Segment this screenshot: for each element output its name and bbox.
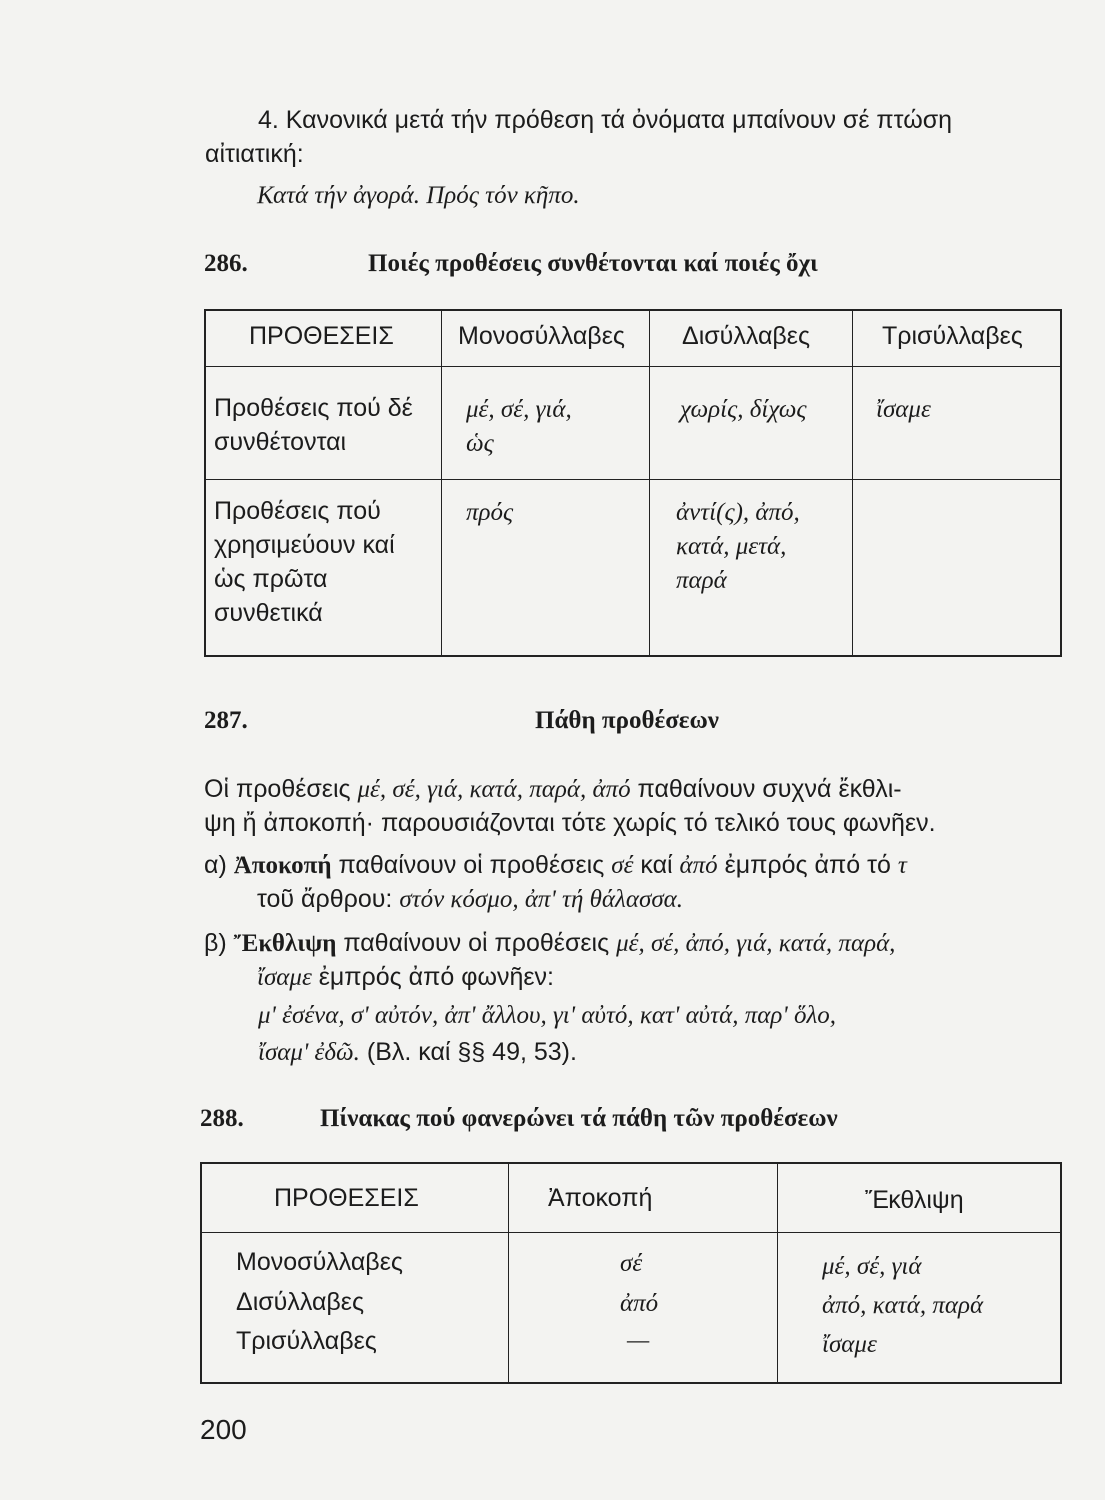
table-divider — [206, 366, 1060, 367]
section-number: 286. — [204, 250, 248, 277]
list-marker: α) — [204, 851, 234, 879]
section-title: Ποιές προθέσεις συνθέτονται καί ποιές ὄχι — [368, 250, 818, 277]
italic-text: τ — [897, 852, 907, 879]
table-cell: Προθέσεις πού — [214, 497, 381, 525]
table-cell: σέ — [620, 1250, 643, 1277]
text: (Βλ. καί §§ 49, 53). — [359, 1038, 577, 1066]
table-cell: πρός — [466, 499, 514, 526]
table-cell: Τρισύλλαβες — [236, 1327, 377, 1355]
table-cell: χρησιμεύουν καί — [214, 531, 395, 559]
table-cell: Δισύλλαβες — [236, 1288, 365, 1316]
table-divider — [206, 479, 1060, 480]
table-cell: ἀντί(ς), ἀπό, — [676, 499, 800, 526]
italic-text: στόν κόσμο, ἀπ' τή θάλασσα. — [399, 886, 684, 913]
paragraph-line — [204, 773, 902, 806]
table-cell: παρά — [676, 567, 727, 594]
table-cell: Προθέσεις πού δέ — [214, 394, 413, 422]
table-cell: χωρίς, δίχως — [680, 396, 807, 423]
prepositions-composition-table — [204, 309, 1062, 657]
table-cell: μέ, σέ, γιά, — [466, 396, 572, 423]
page-number: 200 — [200, 1414, 247, 1445]
table-header: Ἀποκοπή — [548, 1184, 653, 1212]
paragraph-line: ψη ἤ ἀποκοπή· παρουσιάζονται τότε χωρίς τό τελικό τους φωνῆεν. — [204, 809, 936, 837]
text: ἐμπρός ἀπό τό — [717, 851, 898, 879]
term: Ἀποκοπή — [233, 852, 332, 879]
italic-text: μέ, σέ, γιά, κατά, παρά, ἀπό — [357, 776, 631, 803]
list-marker: β) — [204, 929, 234, 957]
table-header: ΠΡΟΘΕΣΕΙΣ — [274, 1184, 419, 1212]
table-cell: ἴσαμε — [876, 396, 931, 423]
list-item-a — [204, 849, 907, 882]
table-cell: ἀπό, κατά, παρά — [822, 1292, 984, 1319]
text: παθαίνουν οἱ προθέσεις — [336, 929, 617, 957]
text: παθαίνουν συχνά ἔκθλι- — [630, 775, 902, 803]
table-cell: Μονοσύλλαβες — [236, 1248, 403, 1276]
table-cell: ἴσαμε — [822, 1331, 877, 1358]
term: Ἔκθλιψη — [233, 930, 337, 957]
table-header: Ἔκθλιψη — [865, 1186, 964, 1214]
table-divider — [508, 1164, 509, 1382]
section-title: Πίνακας πού φανερώνει τά πάθη τῶν προθέσεων — [320, 1105, 838, 1132]
italic-text: σέ — [611, 852, 634, 879]
table-header: Δισύλλαβες — [682, 322, 811, 350]
list-item-b — [204, 927, 895, 960]
table-cell: ὡς — [466, 430, 494, 457]
list-item-a-cont — [257, 883, 683, 916]
italic-text: ἴσαμ' ἐδῶ. — [258, 1039, 360, 1066]
table-cell: ὡς πρῶτα — [214, 565, 328, 593]
table-header: Τρισύλλαβες — [882, 322, 1023, 350]
list-item-b-cont — [257, 961, 554, 994]
italic-text: ἀπό — [679, 852, 718, 879]
section-number: 288. — [200, 1105, 244, 1132]
table-cell: ἀπό — [620, 1290, 659, 1317]
example-line: μ' ἐσένα, σ' αὐτόν, ἀπ' ἄλλου, γι' αὐτό, κατ' αὐτά, παρ' ὅλο, — [258, 1002, 837, 1029]
prepositions-changes-table — [200, 1162, 1062, 1384]
section-title: Πάθη προθέσεων — [535, 707, 719, 734]
table-divider — [649, 311, 650, 655]
text: παθαίνουν οἱ προθέσεις — [331, 851, 612, 879]
paragraph-line: αἰτιατική: — [205, 140, 304, 168]
table-divider — [777, 1164, 778, 1382]
table-divider — [202, 1232, 1060, 1233]
table-header: Μονοσύλλαβες — [458, 322, 625, 350]
table-cell: μέ, σέ, γιά — [822, 1253, 922, 1280]
section-number: 287. — [204, 707, 248, 734]
table-divider — [441, 311, 442, 655]
example-text: Κατά τήν ἀγορά. Πρός τόν κῆπο. — [257, 182, 580, 209]
text: καί — [633, 851, 680, 879]
italic-text: μέ, σέ, ἀπό, γιά, κατά, παρά, — [616, 930, 896, 957]
table-divider — [852, 311, 853, 655]
text: ἐμπρός ἀπό φωνῆεν: — [311, 963, 554, 991]
text: τοῦ ἄρθρου: — [257, 885, 400, 913]
example-line — [258, 1036, 577, 1069]
table-cell: συνθετικά — [214, 599, 323, 627]
table-cell: συνθέτονται — [214, 428, 347, 456]
table-header: ΠΡΟΘΕΣΕΙΣ — [249, 322, 394, 350]
text: Οἱ προθέσεις — [204, 775, 358, 803]
table-cell: κατά, μετά, — [676, 533, 787, 560]
table-cell: — — [627, 1327, 650, 1354]
italic-text: ἴσαμε — [257, 964, 312, 991]
paragraph-line: 4. Κανονικά μετά τήν πρόθεση τά ὀνόματα μπαίνουν σέ πτώση — [258, 106, 953, 134]
